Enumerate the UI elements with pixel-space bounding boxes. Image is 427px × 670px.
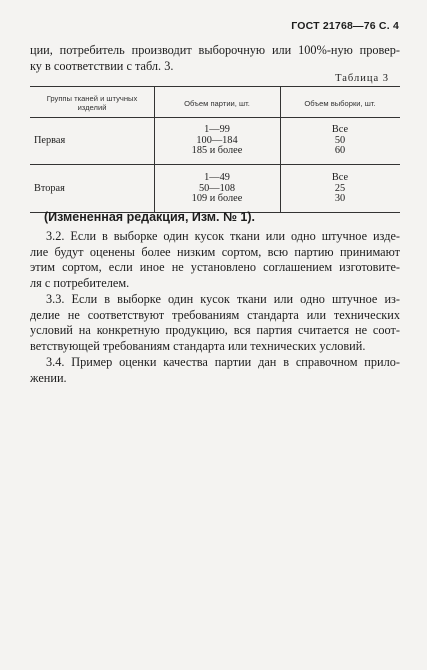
row-sample-sizes-first: Все 50 60 — [331, 124, 349, 157]
row-lot-sizes-second: 1—49 50—108 109 и более — [191, 172, 243, 205]
paragraph-3-3 — [30, 292, 400, 354]
text-line: делие не соответствуют требованиям стандарта или технических — [30, 307, 400, 322]
text-line: ля с потребителем. — [30, 275, 130, 290]
table-row-rule — [30, 164, 400, 165]
amendment-note: (Измененная редакция, Изм. № 1). — [44, 210, 255, 224]
text-line: ветствующей требованиям стандарта или технических условий. — [30, 338, 366, 353]
header-lot-size: Объем партии, шт. — [184, 99, 250, 108]
paragraph-3-4 — [30, 355, 400, 386]
text-line: этим сортом, если иное не установлено соглашением изготовите- — [30, 260, 400, 275]
text-line: условий на конкретную продукцию, вся партия считается не соот- — [30, 323, 400, 338]
text-line: жении. — [30, 370, 67, 385]
table-caption: Таблица 3 — [335, 73, 389, 84]
sample-size-table — [30, 86, 400, 213]
row-group-second: Вторая — [34, 183, 65, 194]
intro-paragraph — [30, 43, 400, 74]
row-group-first: Первая — [34, 135, 66, 146]
header-group: Группы тканей и штучных изделий — [46, 94, 138, 112]
text-line: 3.3. Если в выборке один кусок ткани или одно штучное из- — [46, 292, 400, 306]
text-line: ции, потребитель производит выборочную или 100%-ную провер- — [30, 43, 400, 57]
text-line: 3.4. Пример оценки качества партии дан в справочном прило- — [46, 355, 400, 369]
text-line: ку в соответствии с табл. 3. — [30, 58, 174, 73]
document-header: ГОСТ 21768—76 С. 4 — [291, 20, 399, 32]
header-sample-size: Объем выборки, шт. — [304, 99, 376, 108]
text-line: 3.2. Если в выборке один кусок ткани или одно штучное изде- — [46, 229, 400, 243]
row-sample-sizes-second: Все 25 30 — [331, 172, 349, 205]
text-line: лие будут оценены более низким сортом, всю партию принимают — [30, 244, 400, 259]
table-header-rule — [30, 117, 400, 118]
paragraph-3-2 — [30, 229, 400, 291]
row-lot-sizes-first: 1—99 100—184 185 и более — [191, 124, 243, 157]
